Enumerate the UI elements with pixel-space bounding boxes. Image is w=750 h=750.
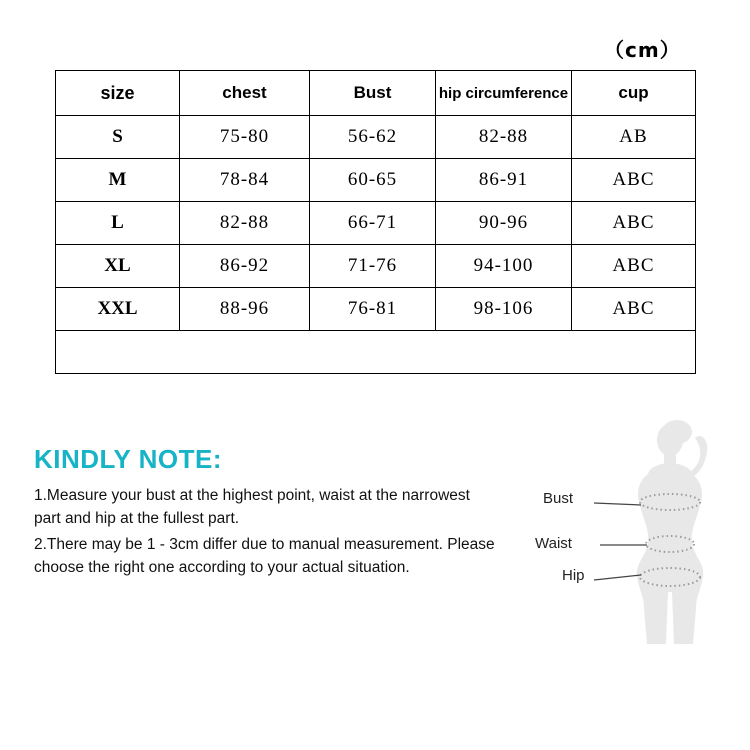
torso-legs-shape: [637, 463, 703, 645]
table-cell: ABC: [572, 245, 696, 288]
body-figure-svg: [520, 412, 740, 650]
table-row: [56, 288, 696, 331]
table-row: [56, 202, 696, 245]
kindly-note-heading: KINDLY NOTE:: [34, 444, 223, 474]
table-row: [56, 159, 696, 202]
table-cell: AB: [572, 116, 696, 159]
table-cell: ABC: [572, 159, 696, 202]
table-cell: XL: [56, 245, 180, 288]
unit-label: （cm）: [604, 38, 681, 62]
body-figure-illustration: [520, 412, 740, 650]
column-header-bust: Bust: [310, 71, 436, 116]
table-cell: 82-88: [436, 116, 572, 159]
table-cell: 94-100: [436, 245, 572, 288]
table-cell: 71-76: [310, 245, 436, 288]
table-header-row: [56, 71, 696, 116]
table-cell: 76-81: [310, 288, 436, 331]
size-chart-table: [55, 70, 696, 374]
column-header-size: size: [56, 71, 180, 116]
column-header-chest: chest: [180, 71, 310, 116]
column-header-cup: cup: [572, 71, 696, 116]
table-cell: 82-88: [180, 202, 310, 245]
hip-label: Hip: [562, 567, 585, 584]
table-cell: 90-96: [436, 202, 572, 245]
note-item-1: 1.Measure your bust at the highest point, waist at the narrowest part and hip at the fullest part.: [34, 487, 470, 528]
table-empty-row: [56, 331, 696, 374]
table-cell: 86-92: [180, 245, 310, 288]
table-cell: ABC: [572, 288, 696, 331]
table-cell: 88-96: [180, 288, 310, 331]
waist-label: Waist: [535, 535, 572, 552]
table-cell: 75-80: [180, 116, 310, 159]
table-cell: 78-84: [180, 159, 310, 202]
table-cell: L: [56, 202, 180, 245]
table-cell: XXL: [56, 288, 180, 331]
bust-label: Bust: [543, 490, 574, 507]
table-cell: S: [56, 116, 180, 159]
column-header-hip: hip circumference: [436, 71, 572, 116]
table-cell: 56-62: [310, 116, 436, 159]
table-cell: [56, 331, 696, 374]
table-row: [56, 245, 696, 288]
note-item-2: 2.There may be 1 - 3cm differ due to manual measurement. Please choose the right one according to your actual situation.: [34, 536, 495, 577]
hip-leader-line: [594, 575, 641, 580]
body-silhouette: [637, 420, 708, 644]
table-cell: 86-91: [436, 159, 572, 202]
raised-arm-shape: [690, 436, 707, 478]
bust-leader-line: [594, 503, 641, 505]
table-cell: 98-106: [436, 288, 572, 331]
table-cell: M: [56, 159, 180, 202]
table-cell: 66-71: [310, 202, 436, 245]
table-cell: ABC: [572, 202, 696, 245]
table-row: [56, 116, 696, 159]
table-cell: 60-65: [310, 159, 436, 202]
